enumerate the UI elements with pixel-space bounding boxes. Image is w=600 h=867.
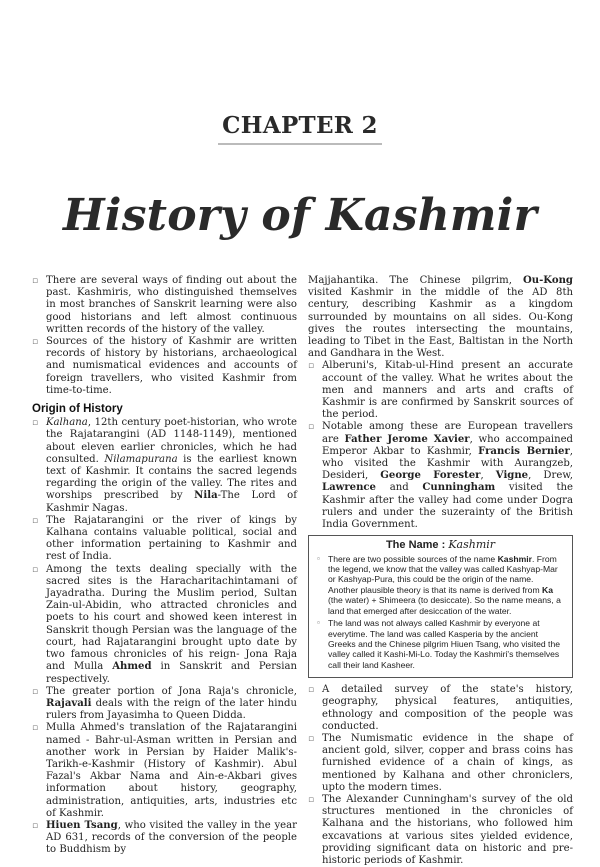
right-column — [308, 275, 573, 867]
travellers-list — [308, 360, 573, 531]
chapter-title: History of Kashmir — [63, 190, 537, 241]
chapter-label: CHAPTER 2 — [218, 112, 382, 145]
continued-paragraph: Majjahantika. The Chinese pilgrim, Ou-Kong visited Kashmir in the middle of the AD 8th century, describing Kashmir as a kingdom surrounded by mountains on all sides. Ou-Kong gives the routes intersecting the mountains, leading to Tibet in the East, Baltistan in the North and Gandhara in the West. — [308, 275, 573, 360]
chapter-heading — [0, 112, 600, 145]
box-list — [317, 554, 564, 670]
survey-list — [308, 684, 573, 867]
name-info-box — [308, 535, 573, 678]
list-item: ▫ The Numismatic evidence in the shape of ancient gold, silver, copper and brass coins has furnished evidence of a chain of kings, as mentioned by Kalhana and other chroniclers, upto the modern times. — [308, 733, 573, 794]
list-item: ▫ Alberuni's, Kitab-ul-Hind present an accurate account of the valley. What he writes about the men and manners and arts and crafts of Kashmir is are confirmed by Sanskrit sources of the period. — [308, 360, 573, 421]
list-item: ▫ Mulla Ahmed's translation of the Rajatarangini named - Bahr-ul-Asman written in Persian and another work in Persian by Haider Malik's-Tarikh-e-Kashmir (History of Kashmir). Abul Fazal's Akbar Nama and Ain-e-Akbari gives information about history, geography, administration, antiquities, arts, industries etc of Kashmir. — [32, 722, 297, 820]
list-item: ▫ Kalhana, 12th century poet-historian, who wrote the Rajatarangini (AD 1148-1149), mentioned about eleven earlier chronicles, which he had consulted. Nilamapurana is the earliest known text of Kashmir. It contains the sacred legends regarding the origin of the valley. The rites and worships prescribed by Nila-The Lord of Kashmir Nagas. — [32, 417, 297, 515]
list-item: ▫ Among the texts dealing specially with the sacred sites is the Haracharitachintamani of Jayadratha. During the Muslim period, Sultan Zain-ul-Abidin, who attracted chronicles and poets to his court and showed keen interest in Sanskrit though Persian was the language of the court, had Rajatarangini brought upto date by two famous chronicles of his reign- Jona Raja and Mulla Ahmed in Sanskrit and Persian respectively. — [32, 564, 297, 686]
list-item: ▫ The Alexander Cunningham's survey of the old structures mentioned in the chronicles of Kalhana and the historians, who followed him excavations at various sites yielded evidence, providing significant data on historic and pre-historic periods of Kashmir. — [308, 794, 573, 867]
list-item: ▫ Hiuen Tsang, who visited the valley in the year AD 631, records of the conversion of the people to Buddhism by — [32, 820, 297, 857]
origin-list — [32, 417, 297, 856]
list-item: ▫ Sources of the history of Kashmir are written records of history by historians, archaeological and numismatical evidences and accounts of foreign travellers, who visited Kashmir from time-to-time. — [32, 336, 297, 397]
list-item: ▫ The greater portion of Jona Raja's chronicle, Rajavali deals with the reign of the later hindu rulers from Jayasimha to Queen Didda. — [32, 686, 297, 723]
list-item: ▫ There are two possible sources of the name Kashmir. From the legend, we know that the valley was called Kashyap-Mar or Kashyap-Pura, this could be the origin of the name. Another plausible theory is that its name is derived from Ka (the water) + Shimeera (to desiccate). So the name means, a land that emerged after desiccation of the water. — [317, 554, 564, 616]
left-column — [32, 275, 297, 857]
list-item: ▫ There are several ways of finding out about the past. Kashmiris, who distinguished themselves in most branches of Sanskrit learning were also good historians and left almost continuous written records of the history of the valley. — [32, 275, 297, 336]
list-item: ▫ Notable among these are European travellers are Father Jerome Xavier, who accompained Emperor Akbar to Kashmir, Francis Bernier, who visited the Kashmir with Aurangzeb, Desideri, George Forester, Vigne, Drew, Lawrence and Cunningham visited the Kashmir after the valley had come under Dogra rulers and under the suzerainty of the British India Government. — [308, 421, 573, 531]
list-item: ▫ The Rajatarangini or the river of kings by Kalhana contains valuable political, social and other information pertaining to Kashmir and rest of India. — [32, 515, 297, 564]
list-item: ▫ A detailed survey of the state's history, geography, physical features, antiquities, ethnology and composition of the people was conducted. — [308, 684, 573, 733]
box-title: The Name : Kashmir — [385, 538, 496, 552]
list-item: ▫ The land was not always called Kashmir by everyone at everytime. The land was called Kasperia by the ancient Greeks and the Chinese pilgrim Hiuen Tsang, who visited the valley called it Kashi-Mi-Lo. Today the Kashmiri's themselves call their land Kasheer. — [317, 618, 564, 670]
intro-list — [32, 275, 297, 397]
section-heading-origin: Origin of History — [32, 403, 123, 416]
